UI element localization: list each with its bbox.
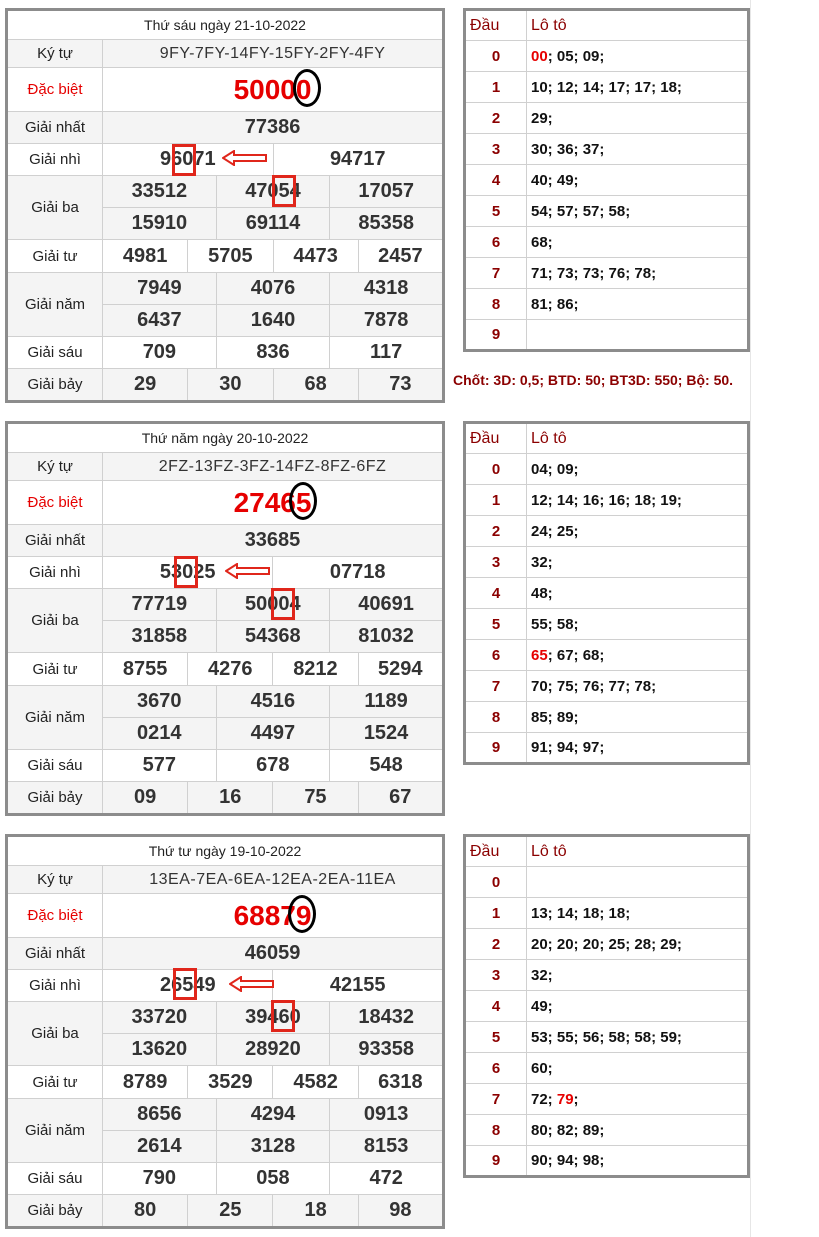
fifth-prize: 7949 <box>103 273 217 305</box>
fifth-prize: 4294 <box>216 1099 330 1131</box>
sixth-prize: 678 <box>216 750 330 782</box>
loto-head-digit: 8 <box>465 702 527 733</box>
third-prize: 69114 <box>216 208 330 240</box>
loto-values-text: 29; <box>531 109 553 127</box>
fifth-prize: 4497 <box>216 718 330 750</box>
loto-head-digit: 1 <box>465 898 527 929</box>
seventh-prize: 68 <box>273 369 358 402</box>
seventh-prize: 80 <box>103 1195 188 1228</box>
fifth-prize: 1189 <box>330 686 444 718</box>
label-special: Đặc biệt <box>7 894 103 938</box>
loto-values-text: ; 67; 68; <box>547 646 605 664</box>
loto-values-text: 48; <box>531 584 553 602</box>
sixth-prize: 472 <box>330 1163 444 1195</box>
fifth-prize: 0214 <box>103 718 217 750</box>
loto-values-text: 32; <box>531 966 553 984</box>
special-row <box>7 894 444 938</box>
loto-head-digit: 6 <box>465 640 527 671</box>
loto-row <box>465 289 749 320</box>
loto-values <box>527 991 749 1022</box>
loto-values <box>527 103 749 134</box>
loto-values <box>527 733 749 764</box>
code-row <box>7 453 444 481</box>
loto-row <box>465 960 749 991</box>
loto-values-text: 40; 49; <box>531 171 579 189</box>
title-row <box>7 423 444 453</box>
third-prize: 50004 <box>216 589 330 621</box>
third-prize: 81032 <box>330 621 444 653</box>
loto-values-text: 71; 73; 73; 76; 78; <box>531 264 657 282</box>
fifth-prize: 2614 <box>103 1131 217 1163</box>
header-loto: Lô tô <box>527 836 749 867</box>
label-third: Giải ba <box>7 589 103 653</box>
loto-values <box>527 196 749 227</box>
fourth-row <box>7 1066 444 1099</box>
fourth-prize: 8755 <box>103 653 188 686</box>
loto-row <box>465 485 749 516</box>
label-code: Ký tự <box>7 453 103 481</box>
loto-head-digit: 2 <box>465 103 527 134</box>
seventh-prize: 16 <box>188 782 273 815</box>
special-prize: 27465 <box>103 481 444 525</box>
fourth-prize: 4276 <box>188 653 273 686</box>
seventh-row <box>7 782 444 815</box>
first-row <box>7 525 444 557</box>
loto-row <box>465 609 749 640</box>
third-prize: 33512 <box>103 176 217 208</box>
loto-head-digit: 6 <box>465 1053 527 1084</box>
sixth-prize: 790 <box>103 1163 217 1195</box>
loto-values <box>527 547 749 578</box>
third-prize: 85358 <box>330 208 444 240</box>
loto-head-digit: 9 <box>465 733 527 764</box>
draw-code: 9FY-7FY-14FY-15FY-2FY-4FY <box>103 40 444 68</box>
third-prize: 17057 <box>330 176 444 208</box>
fifth-row <box>7 1099 444 1131</box>
label-sixth: Giải sáu <box>7 750 103 782</box>
third-prize: 13620 <box>103 1034 217 1066</box>
loto-values-text: 55; 58; <box>531 615 579 633</box>
loto-values <box>527 41 749 72</box>
third-prize: 28920 <box>216 1034 330 1066</box>
fourth-prize: 8212 <box>273 653 358 686</box>
loto-values <box>527 1115 749 1146</box>
third-prize: 54368 <box>216 621 330 653</box>
loto-values-text: 70; 75; 76; 77; 78; <box>531 677 657 695</box>
fifth-prize: 4318 <box>330 273 444 305</box>
fifth-row <box>7 273 444 305</box>
fifth-prize: 3670 <box>103 686 217 718</box>
first-prize: 46059 <box>103 938 444 970</box>
loto-values-text: 60; <box>531 1059 553 1077</box>
loto-values <box>527 72 749 103</box>
first-row <box>7 938 444 970</box>
loto-head-digit: 1 <box>465 72 527 103</box>
special-prize: 68879 <box>103 894 444 938</box>
header-dau: Đầu <box>465 10 527 41</box>
fifth-row <box>7 686 444 718</box>
draw-code: 2FZ-13FZ-3FZ-14FZ-8FZ-6FZ <box>103 453 444 481</box>
third-prize: 15910 <box>103 208 217 240</box>
third-prize: 31858 <box>103 621 217 653</box>
loto-highlight: 00 <box>531 47 548 65</box>
loto-values-text: 24; 25; <box>531 522 579 540</box>
label-third: Giải ba <box>7 176 103 240</box>
loto-row <box>465 1022 749 1053</box>
loto-values <box>527 1053 749 1084</box>
loto-head-digit: 5 <box>465 609 527 640</box>
label-fifth: Giải năm <box>7 273 103 337</box>
loto-values <box>527 485 749 516</box>
fifth-prize: 4516 <box>216 686 330 718</box>
third-prize: 77719 <box>103 589 217 621</box>
loto-head-digit: 9 <box>465 1146 527 1177</box>
fourth-prize: 4981 <box>103 240 188 273</box>
loto-values-text: ; 05; 09; <box>547 47 605 65</box>
label-third: Giải ba <box>7 1002 103 1066</box>
loto-table-0 <box>463 8 750 352</box>
loto-values-text: 91; 94; 97; <box>531 739 605 756</box>
loto-head-digit: 6 <box>465 227 527 258</box>
fourth-prize: 8789 <box>103 1066 188 1099</box>
seventh-prize: 18 <box>273 1195 358 1228</box>
loto-row <box>465 867 749 898</box>
sixth-prize: 836 <box>216 337 330 369</box>
loto-row <box>465 134 749 165</box>
second-prize: 07718 <box>273 557 444 589</box>
fourth-prize: 5294 <box>358 653 443 686</box>
loto-head-digit: 2 <box>465 516 527 547</box>
loto-head-digit: 4 <box>465 991 527 1022</box>
loto-values-text: 32; <box>531 553 553 571</box>
loto-row <box>465 320 749 351</box>
first-prize: 77386 <box>103 112 444 144</box>
draw-title: Thứ tư ngày 19-10-2022 <box>7 836 444 866</box>
loto-head-digit: 3 <box>465 547 527 578</box>
seventh-prize: 29 <box>103 369 188 402</box>
loto-row <box>465 41 749 72</box>
label-sixth: Giải sáu <box>7 337 103 369</box>
label-fourth: Giải tư <box>7 1066 103 1099</box>
loto-values <box>527 929 749 960</box>
label-sixth: Giải sáu <box>7 1163 103 1195</box>
loto-values <box>527 640 749 671</box>
loto-row <box>465 733 749 764</box>
seventh-prize: 98 <box>358 1195 443 1228</box>
seventh-prize: 75 <box>273 782 358 815</box>
first-prize: 33685 <box>103 525 444 557</box>
loto-values <box>527 258 749 289</box>
seventh-prize: 09 <box>103 782 188 815</box>
loto-values-text: 68; <box>531 233 553 251</box>
fifth-prize: 3128 <box>216 1131 330 1163</box>
fifth-prize: 1640 <box>216 305 330 337</box>
loto-row <box>465 702 749 733</box>
third-prize: 93358 <box>330 1034 444 1066</box>
label-first: Giải nhất <box>7 938 103 970</box>
header-dau: Đầu <box>465 423 527 454</box>
loto-row <box>465 578 749 609</box>
loto-values <box>527 609 749 640</box>
label-second: Giải nhì <box>7 970 103 1002</box>
loto-values-text: 49; <box>531 997 553 1015</box>
loto-head-digit: 8 <box>465 1115 527 1146</box>
loto-values-text: 10; 12; 14; 17; 17; 18; <box>531 78 682 96</box>
loto-row <box>465 1084 749 1115</box>
result-table-1 <box>5 421 445 816</box>
seventh-row <box>7 369 444 402</box>
loto-row <box>465 640 749 671</box>
fourth-row <box>7 240 444 273</box>
third-prize: 40691 <box>330 589 444 621</box>
loto-highlight: 79 <box>556 1090 574 1108</box>
fifth-prize: 1524 <box>330 718 444 750</box>
sixth-prize: 058 <box>216 1163 330 1195</box>
loto-row <box>465 991 749 1022</box>
loto-row <box>465 547 749 578</box>
label-code: Ký tự <box>7 866 103 894</box>
second-prize: 26549 <box>103 970 273 1002</box>
title-row <box>7 836 444 866</box>
loto-row <box>465 165 749 196</box>
loto-values <box>527 454 749 485</box>
special-row <box>7 68 444 112</box>
seventh-row <box>7 1195 444 1228</box>
loto-row <box>465 258 749 289</box>
result-table-0 <box>5 8 445 403</box>
chot-prediction: Chốt: 3D: 0,5; BTD: 50; BT3D: 550; Bộ: 50. <box>453 372 734 388</box>
loto-values <box>527 671 749 702</box>
sixth-prize: 548 <box>330 750 444 782</box>
code-row <box>7 866 444 894</box>
loto-row <box>465 516 749 547</box>
loto-head-digit: 0 <box>465 454 527 485</box>
loto-row <box>465 898 749 929</box>
label-fourth: Giải tư <box>7 653 103 686</box>
loto-table-2 <box>463 834 750 1178</box>
label-seventh: Giải bảy <box>7 782 103 815</box>
loto-head-digit: 9 <box>465 320 527 351</box>
loto-head-digit: 3 <box>465 960 527 991</box>
label-second: Giải nhì <box>7 144 103 176</box>
fourth-prize: 2457 <box>358 240 443 273</box>
loto-header <box>465 836 749 867</box>
loto-values <box>527 289 749 320</box>
fourth-prize: 5705 <box>188 240 273 273</box>
loto-values-text: 30; 36; 37; <box>531 140 605 158</box>
header-loto: Lô tô <box>527 423 749 454</box>
third-prize: 47054 <box>216 176 330 208</box>
second-prize: 42155 <box>273 970 444 1002</box>
loto-row <box>465 1053 749 1084</box>
second-prize: 96071 <box>103 144 273 176</box>
loto-head-digit: 7 <box>465 671 527 702</box>
loto-header <box>465 423 749 454</box>
second-prize: 53025 <box>103 557 273 589</box>
draw-title: Thứ sáu ngày 21-10-2022 <box>7 10 444 40</box>
sixth-row <box>7 1163 444 1195</box>
label-seventh: Giải bảy <box>7 1195 103 1228</box>
loto-values <box>527 1146 749 1177</box>
label-fourth: Giải tư <box>7 240 103 273</box>
fifth-prize: 8656 <box>103 1099 217 1131</box>
second-row <box>7 144 444 176</box>
seventh-prize: 25 <box>188 1195 273 1228</box>
loto-head-digit: 7 <box>465 1084 527 1115</box>
seventh-prize: 67 <box>358 782 443 815</box>
loto-values <box>527 516 749 547</box>
fourth-prize: 6318 <box>358 1066 443 1099</box>
result-table-2 <box>5 834 445 1229</box>
fifth-prize: 7878 <box>330 305 444 337</box>
loto-values-text: 53; 55; 56; 58; 58; 59; <box>531 1028 682 1046</box>
loto-values <box>527 702 749 733</box>
loto-row <box>465 196 749 227</box>
loto-values-text: 13; 14; 18; 18; <box>531 904 631 922</box>
label-first: Giải nhất <box>7 525 103 557</box>
loto-values-text: 90; 94; 98; <box>531 1152 605 1169</box>
loto-values <box>527 165 749 196</box>
fourth-prize: 4473 <box>273 240 358 273</box>
loto-row <box>465 671 749 702</box>
loto-row <box>465 227 749 258</box>
loto-values <box>527 960 749 991</box>
loto-values <box>527 898 749 929</box>
sixth-prize: 117 <box>330 337 444 369</box>
loto-head-digit: 0 <box>465 867 527 898</box>
loto-values-text: 80; 82; 89; <box>531 1121 605 1139</box>
draw-title: Thứ năm ngày 20-10-2022 <box>7 423 444 453</box>
sixth-prize: 577 <box>103 750 217 782</box>
page-divider <box>750 0 751 1237</box>
fifth-prize: 6437 <box>103 305 217 337</box>
label-fifth: Giải năm <box>7 1099 103 1163</box>
loto-values-text: 85; 89; <box>531 708 579 726</box>
header-dau: Đầu <box>465 836 527 867</box>
loto-values <box>527 578 749 609</box>
first-row <box>7 112 444 144</box>
loto-head-digit: 5 <box>465 1022 527 1053</box>
third-prize: 33720 <box>103 1002 217 1034</box>
label-second: Giải nhì <box>7 557 103 589</box>
seventh-prize: 73 <box>358 369 443 402</box>
label-fifth: Giải năm <box>7 686 103 750</box>
label-special: Đặc biệt <box>7 481 103 525</box>
fifth-prize: 4076 <box>216 273 330 305</box>
third-row <box>7 1002 444 1034</box>
loto-row <box>465 929 749 960</box>
loto-values-text: 04; 09; <box>531 460 579 478</box>
loto-head-digit: 4 <box>465 165 527 196</box>
loto-row <box>465 103 749 134</box>
second-row <box>7 557 444 589</box>
loto-head-digit: 1 <box>465 485 527 516</box>
title-row <box>7 10 444 40</box>
sixth-row <box>7 337 444 369</box>
third-prize: 39460 <box>216 1002 330 1034</box>
fifth-prize: 0913 <box>330 1099 444 1131</box>
loto-row <box>465 454 749 485</box>
loto-row <box>465 1146 749 1177</box>
label-first: Giải nhất <box>7 112 103 144</box>
loto-values <box>527 867 749 898</box>
sixth-prize: 709 <box>103 337 217 369</box>
third-prize: 18432 <box>330 1002 444 1034</box>
third-row <box>7 589 444 621</box>
loto-values <box>527 1084 749 1115</box>
third-row <box>7 176 444 208</box>
loto-row <box>465 1115 749 1146</box>
loto-head-digit: 5 <box>465 196 527 227</box>
fourth-prize: 3529 <box>188 1066 273 1099</box>
second-row <box>7 970 444 1002</box>
code-row <box>7 40 444 68</box>
loto-values-text: 12; 14; 16; 16; 18; 19; <box>531 491 682 509</box>
loto-values-prefix: 72; <box>531 1090 557 1108</box>
loto-head-digit: 4 <box>465 578 527 609</box>
loto-header <box>465 10 749 41</box>
loto-values <box>527 1022 749 1053</box>
fifth-prize: 8153 <box>330 1131 444 1163</box>
loto-values-text: ; <box>573 1090 579 1108</box>
loto-head-digit: 7 <box>465 258 527 289</box>
loto-head-digit: 3 <box>465 134 527 165</box>
fourth-prize: 4582 <box>273 1066 358 1099</box>
loto-row <box>465 72 749 103</box>
special-prize: 50000 <box>103 68 444 112</box>
loto-head-digit: 0 <box>465 41 527 72</box>
loto-values-text: 81; 86; <box>531 295 579 313</box>
loto-values <box>527 227 749 258</box>
second-prize: 94717 <box>273 144 444 176</box>
loto-highlight: 65 <box>531 646 548 664</box>
draw-code: 13EA-7EA-6EA-12EA-2EA-11EA <box>103 866 444 894</box>
loto-values <box>527 320 749 351</box>
loto-head-digit: 8 <box>465 289 527 320</box>
fourth-row <box>7 653 444 686</box>
seventh-prize: 30 <box>188 369 273 402</box>
loto-values <box>527 134 749 165</box>
label-code: Ký tự <box>7 40 103 68</box>
header-loto: Lô tô <box>527 10 749 41</box>
loto-table-1 <box>463 421 750 765</box>
loto-values-text: 20; 20; 20; 25; 28; 29; <box>531 935 682 953</box>
special-row <box>7 481 444 525</box>
label-seventh: Giải bảy <box>7 369 103 402</box>
label-special: Đặc biệt <box>7 68 103 112</box>
loto-head-digit: 2 <box>465 929 527 960</box>
sixth-row <box>7 750 444 782</box>
loto-values-text: 54; 57; 57; 58; <box>531 202 631 220</box>
